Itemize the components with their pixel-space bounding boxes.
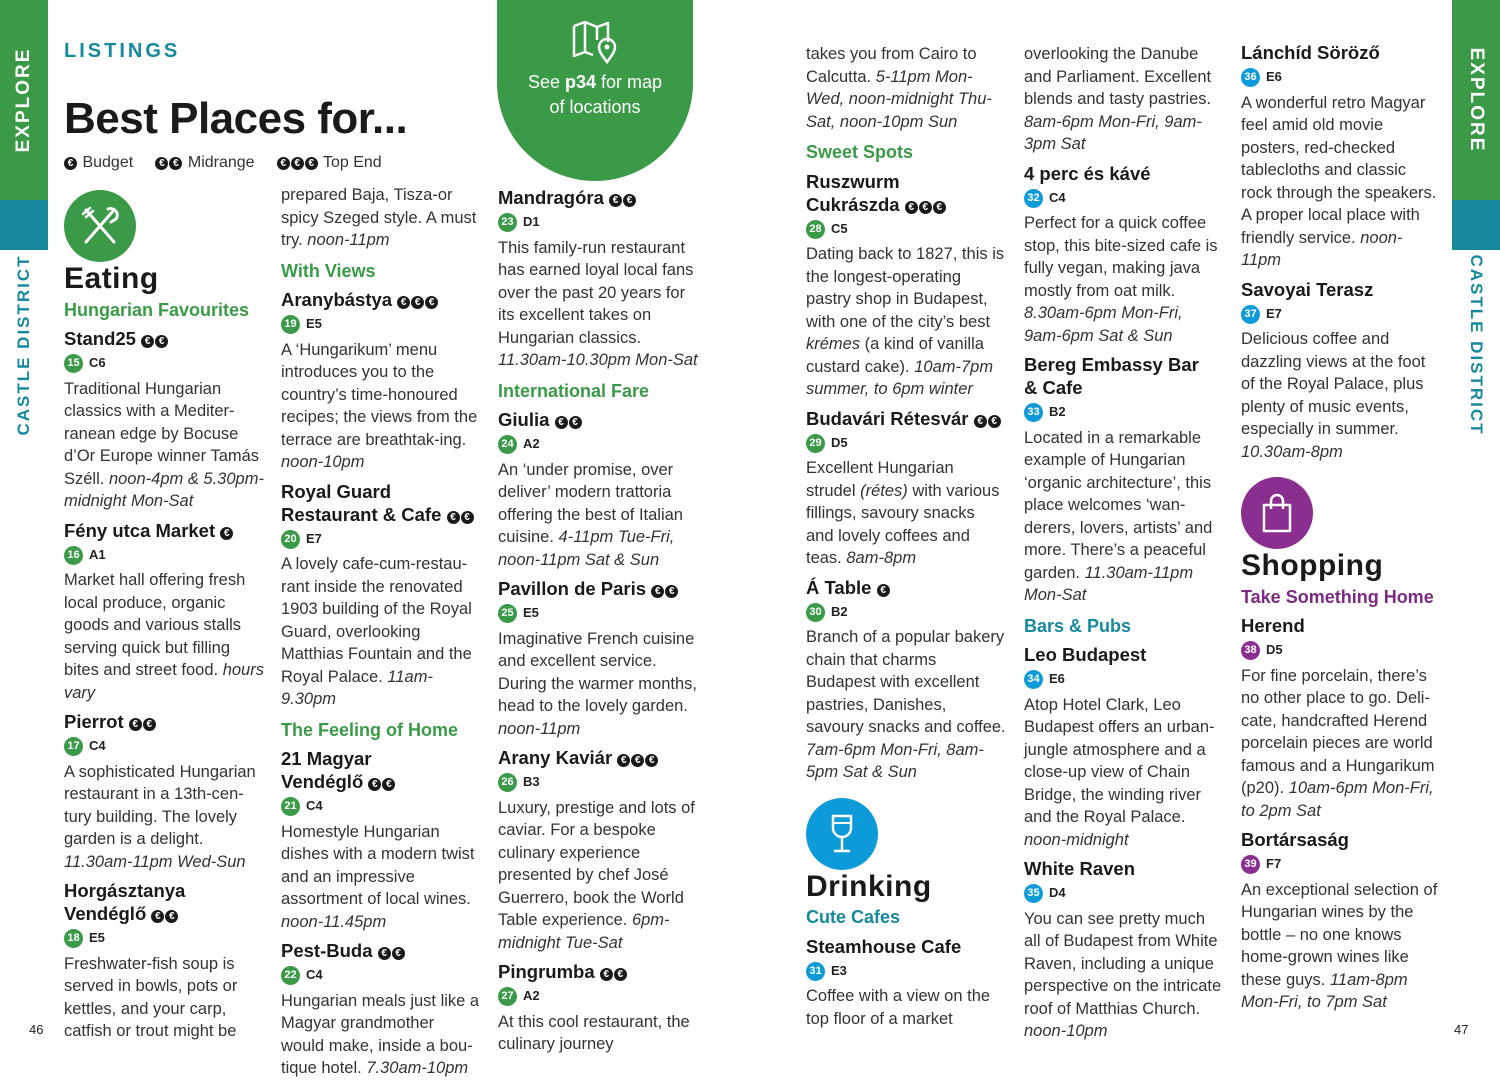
listing-name: Pierrot € €	[64, 710, 264, 733]
listing-name: Royal Guard Restaurant & Cafe € €	[281, 480, 481, 526]
listing-name: Horgásztanya Vendéglő € €	[64, 880, 186, 924]
subheading-cafes: Cute Cafes	[806, 907, 901, 927]
listing-desc: Excellent Hungarian strudel (rétes) with various fillings, savoury snacks and lovely coffees and teas. 8am-8pm	[806, 459, 1000, 567]
listing-ref: 29 D5	[806, 432, 1006, 455]
listing-name: Savoyai Terasz	[1241, 278, 1374, 300]
listing-desc: A sophisticated Hungarian restaurant in a 13th-cen-tury building. The lovely garden is a delight. 11.30am-11pm Wed-Sun	[64, 762, 256, 871]
listing-ref: 16 A1	[64, 544, 264, 567]
listing-desc: Located in a remarkable example of Hungarian ‘organic architecture’, this place welcomes ‘wan-derers, lovers, artists’ and more. There’s a peaceful garden. 11.30am-11pm Mon-Sat	[1024, 428, 1213, 604]
column-2	[281, 184, 481, 1080]
subheading-sweet: Sweet Spots	[806, 142, 914, 162]
eating-heading: Eating	[64, 262, 159, 295]
subheading-views: With Views	[281, 260, 376, 281]
listing-desc-continued: overlooking the Danube and Parliament. Excellent blends and tasty pastries. 8am-6pm Mon-Fri, 9am-3pm Sat	[1024, 45, 1212, 153]
listing-ref: 23 D1	[498, 211, 698, 234]
listing-name: Fény utca Market €	[64, 519, 264, 542]
map-pin-icon	[571, 18, 617, 64]
price-legend	[64, 154, 382, 172]
page-number-left: 46	[29, 1022, 44, 1037]
listing-name: Pest-Buda € €	[281, 939, 481, 962]
topend-coin-icon: €	[305, 157, 318, 170]
listing-desc-continued: takes you from Cairo to Calcutta. 5-11pm Mon-Wed, noon-midnight Thu-Sat, noon-10pm Sun	[806, 45, 992, 131]
listing-desc: This family-run restaurant has earned loyal local fans over the past 20 years for its excellent takes on Hungarian classics. 11.30am-10.30pm Mon-Sat	[498, 238, 698, 369]
district-label-right: CASTLE DISTRICT	[1467, 254, 1486, 436]
page-title: Best Places for...	[64, 94, 408, 143]
listing-desc: Delicious coffee and dazzling views at the foot of the Royal Palace, plus plenty of music events, especially in summer. 10.30am-8pm	[1241, 330, 1426, 461]
listing-ref: 34 E6	[1024, 668, 1224, 691]
budget-coin-icon: €	[64, 157, 77, 170]
listing-desc: Traditional Hungarian classics with a Mediter-ranean edge by Bocuse d’Or Europe winner Tamás Széll. noon-4pm & 5.30pm-midnight Mon-Sat	[64, 379, 264, 510]
listing-name: Stand25 € €	[64, 327, 264, 350]
listing-desc: At this cool restaurant, the culinary journey	[498, 1012, 690, 1053]
listing-ref: 19 E5	[281, 313, 481, 336]
listing-desc: Hungarian meals just like a Magyar grandmother would make, inside a bou-tique hotel. 7.30am-10pm	[281, 991, 480, 1077]
midrange-coin-icon: €	[169, 157, 182, 170]
listing-name: Bereg Embassy Bar & Cafe	[1024, 354, 1199, 398]
listing-ref: 30 B2	[806, 601, 1006, 624]
listing-ref: 32 C4	[1024, 187, 1224, 210]
listing-name: Pingrumba € €	[498, 960, 698, 983]
listing-ref: 39 F7	[1241, 853, 1441, 876]
listing-name: Budavári Rétesvár € €	[806, 407, 1006, 430]
listing-ref: 21 C4	[281, 795, 481, 818]
column-6	[1241, 41, 1441, 1014]
column-3	[498, 180, 698, 1056]
listing-ref: 25 E5	[498, 602, 698, 625]
listing-name: Bortársaság	[1241, 829, 1349, 850]
listing-ref: 17 C4	[64, 735, 264, 758]
subheading-international: International Fare	[498, 380, 650, 401]
subheading-bars: Bars & Pubs	[1024, 615, 1132, 636]
listing-name: Ruszwurm Cukrászda € € €	[806, 170, 1006, 216]
listing-desc: Luxury, prestige and lots of caviar. For a bespoke culinary experience presented by chef José Guerrero, book the World Table experience. 6pm-midnight Tue-Sat	[498, 798, 695, 952]
listing-name: 21 Magyar Vendéglő € €	[281, 747, 481, 793]
topend-coin-icon: €	[291, 157, 304, 170]
legend-top-end: Top End	[322, 154, 382, 171]
listing-name: Mandragóra € €	[498, 186, 698, 209]
listing-desc: A wonderful retro Magyar feel amid old movie posters, red-checked tablecloths and classic rock through the speakers. A proper local place with friendly service. noon-11pm	[1241, 93, 1437, 269]
listing-desc: Freshwater-fish soup is served in bowls, pots or kettles, and your carp, catfish or trout might be	[64, 954, 238, 1040]
legend-midrange: Midrange	[187, 154, 255, 171]
listing-ref: 33 B2	[1024, 401, 1224, 424]
map-reference-tab[interactable]	[497, 0, 693, 181]
map-reference-text: See p34 for map of locations	[527, 72, 663, 117]
listing-desc: An ‘under promise, over deliver’ modern trattoria offering the best of Italian cuisine. 4-11pm Tue-Fri, noon-11pm Sat & Sun	[498, 460, 683, 569]
shopping-heading: Shopping	[1241, 549, 1384, 582]
listing-name: Aranybástya € € €	[281, 288, 481, 311]
listing-desc-continued: prepared Baja, Tisza-or spicy Szeged style. A must try. noon-11pm	[281, 186, 477, 249]
topend-coin-icon: €	[277, 157, 290, 170]
midrange-coin-icon: €	[155, 157, 168, 170]
fork-knife-icon	[64, 190, 136, 262]
column-5	[1024, 43, 1224, 1043]
subheading-take-home: Take Something Home	[1241, 586, 1434, 607]
listing-desc: An exceptional selection of Hungarian wines by the bottle – no one knows home-grown wines like these guys. 11am-8pm Mon-Fri, to 7pm Sat	[1241, 880, 1438, 1011]
listing-ref: 22 C4	[281, 964, 481, 987]
listing-name: Lánchíd Söröző	[1241, 42, 1380, 63]
listing-desc: Homestyle Hungarian dishes with a modern twist and an impressive assortment of local wines. noon-11.45pm	[281, 822, 475, 931]
listing-ref: 38 D5	[1241, 639, 1441, 662]
listing-name: Giulia € €	[498, 408, 698, 431]
listing-ref: 36 E6	[1241, 66, 1441, 89]
listing-ref: 28 C5	[806, 218, 1006, 241]
listing-name: 4 perc és kávé	[1024, 162, 1151, 184]
subheading-home: The Feeling of Home	[281, 719, 459, 740]
listing-name: Steamhouse Cafe	[806, 935, 962, 957]
district-tab-right-marker	[1452, 200, 1500, 250]
listing-name: Herend	[1241, 615, 1305, 636]
listing-desc: Perfect for a quick coffee stop, this bite-sized cafe is fully vegan, making java mostly from oat milk. 8.30am-6pm Mon-Fri, 9am-6pm Sat & Sun	[1024, 214, 1218, 345]
listing-desc: A lovely cafe-cum-restau-rant inside the renovated 1903 building of the Royal Guard, overlooking Matthias Fountain and the Royal Palace. 11am-9.30pm	[281, 555, 472, 708]
listing-desc: Coffee with a view on the top floor of a market	[806, 987, 991, 1028]
listing-ref: 26 B3	[498, 771, 698, 794]
listing-ref: 27 A2	[498, 985, 698, 1008]
listing-ref: 20 E7	[281, 528, 481, 551]
listing-ref: 15 C6	[64, 352, 264, 375]
listing-desc: For fine porcelain, there’s no other place to go. Deli-cate, handcrafted Herend porcelain pieces are world famous and a Hungarikum (p20). 10am-6pm Mon-Fri, to 2pm Sat	[1241, 666, 1435, 820]
subheading-hungarian: Hungarian Favourites	[64, 299, 250, 320]
explore-label-left: EXPLORE	[13, 47, 34, 153]
listing-desc: Market hall offering fresh local produce, organic goods and various stalls serving quick but filling bites and street food. hours vary	[64, 571, 264, 702]
column-4	[806, 43, 1006, 1030]
listing-name: Á Table €	[806, 576, 1006, 599]
listing-name: Pavillon de Paris € €	[498, 577, 698, 600]
listing-desc: Branch of a popular bakery chain that charms Budapest with excellent pastries, Danishes, savoury snacks and coffee. 7am-6pm Mon-Fri, 8am-5pm Sat & Sun	[806, 628, 1006, 781]
listing-ref: 24 A2	[498, 433, 698, 456]
listing-name: Leo Budapest	[1024, 644, 1147, 665]
legend-budget: Budget	[82, 154, 134, 171]
listing-ref: 35 D4	[1024, 882, 1224, 905]
listing-desc: You can see pretty much all of Budapest from White Raven, including a unique perspective on the intricate roof of Matthias Church. noon-10pm	[1024, 909, 1222, 1040]
wine-glass-icon	[806, 798, 878, 870]
listing-name: Arany Kaviár € € €	[498, 746, 698, 769]
explore-label-right: EXPLORE	[1466, 47, 1487, 153]
listing-desc: Imaginative French cuisine and excellent service. During the warmer months, head to the lovely garden. noon-11pm	[498, 629, 697, 738]
listing-ref: 37 E7	[1241, 303, 1441, 326]
page-number-right: 47	[1454, 1022, 1469, 1037]
listing-ref: 31 E3	[806, 960, 1006, 983]
drinking-heading: Drinking	[806, 869, 932, 903]
listing-name: White Raven	[1024, 858, 1136, 879]
district-tab-left-marker	[0, 200, 48, 250]
listing-desc: Atop Hotel Clark, Leo Budapest offers an urban-jungle atmosphere and a close-up view of Chain Bridge, the winding river and the Royal Palace. noon-midnight	[1024, 695, 1215, 849]
district-label-left: CASTLE DISTRICT	[14, 254, 33, 436]
column-1	[64, 190, 264, 1043]
shopping-bag-icon	[1241, 477, 1313, 549]
section-label: LISTINGS	[64, 40, 181, 62]
listing-desc: A ‘Hungarikum’ menu introduces you to the country’s time-honoured recipes; the views from the terrace are breathtak-ing. noon-10pm	[281, 340, 478, 471]
listing-ref: 18 E5	[64, 927, 264, 950]
listing-desc: Dating back to 1827, this is the longest-operating pastry shop in Budapest, with one of the city’s best krémes (a kind of vanilla custard cake). 10am-7pm summer, to 6pm winter	[806, 245, 1005, 398]
